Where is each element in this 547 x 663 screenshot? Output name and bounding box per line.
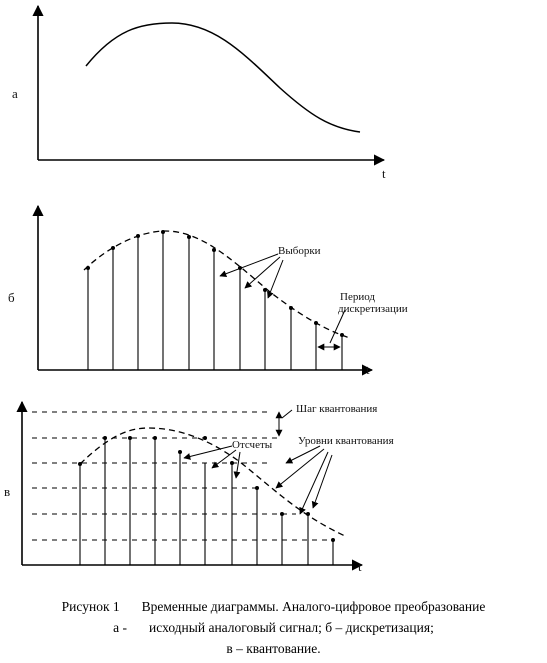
panel-a bbox=[12, 6, 386, 181]
panel-v-label: в bbox=[4, 484, 11, 499]
analog-signal-curve bbox=[86, 23, 360, 132]
panel-b-t-label: t bbox=[366, 362, 370, 377]
panel-b bbox=[8, 206, 408, 377]
caption-item-a-letter: а - bbox=[113, 620, 128, 635]
panel-v bbox=[4, 402, 394, 574]
quantization-step-label: Шаг квантования bbox=[296, 403, 378, 415]
caption-item-a: исходный аналоговый сигнал; б – дискретизация; bbox=[149, 620, 434, 635]
caption-figure-number: Рисунок 1 bbox=[61, 599, 120, 614]
counts-label: Отсчеты bbox=[232, 439, 273, 451]
sampling-period-label-1: Период bbox=[340, 291, 375, 303]
quantized-sample-lines bbox=[80, 438, 333, 565]
panel-a-label: а bbox=[12, 86, 18, 101]
figure-caption bbox=[0, 596, 547, 659]
quantization-levels bbox=[32, 412, 332, 540]
samples-label: Выборки bbox=[278, 245, 321, 257]
caption-title: Временные диаграммы. Аналого-цифровое преобразование bbox=[141, 599, 486, 614]
sampling-period-label-2: дискретизации bbox=[338, 303, 408, 315]
caption-item-v: в – квантование. bbox=[226, 641, 321, 656]
panel-v-t-label: t bbox=[358, 559, 362, 574]
quantization-levels-label: Уровни квантования bbox=[298, 435, 394, 447]
panel-a-t-label: t bbox=[382, 166, 386, 181]
panel-b-label: б bbox=[8, 290, 15, 305]
